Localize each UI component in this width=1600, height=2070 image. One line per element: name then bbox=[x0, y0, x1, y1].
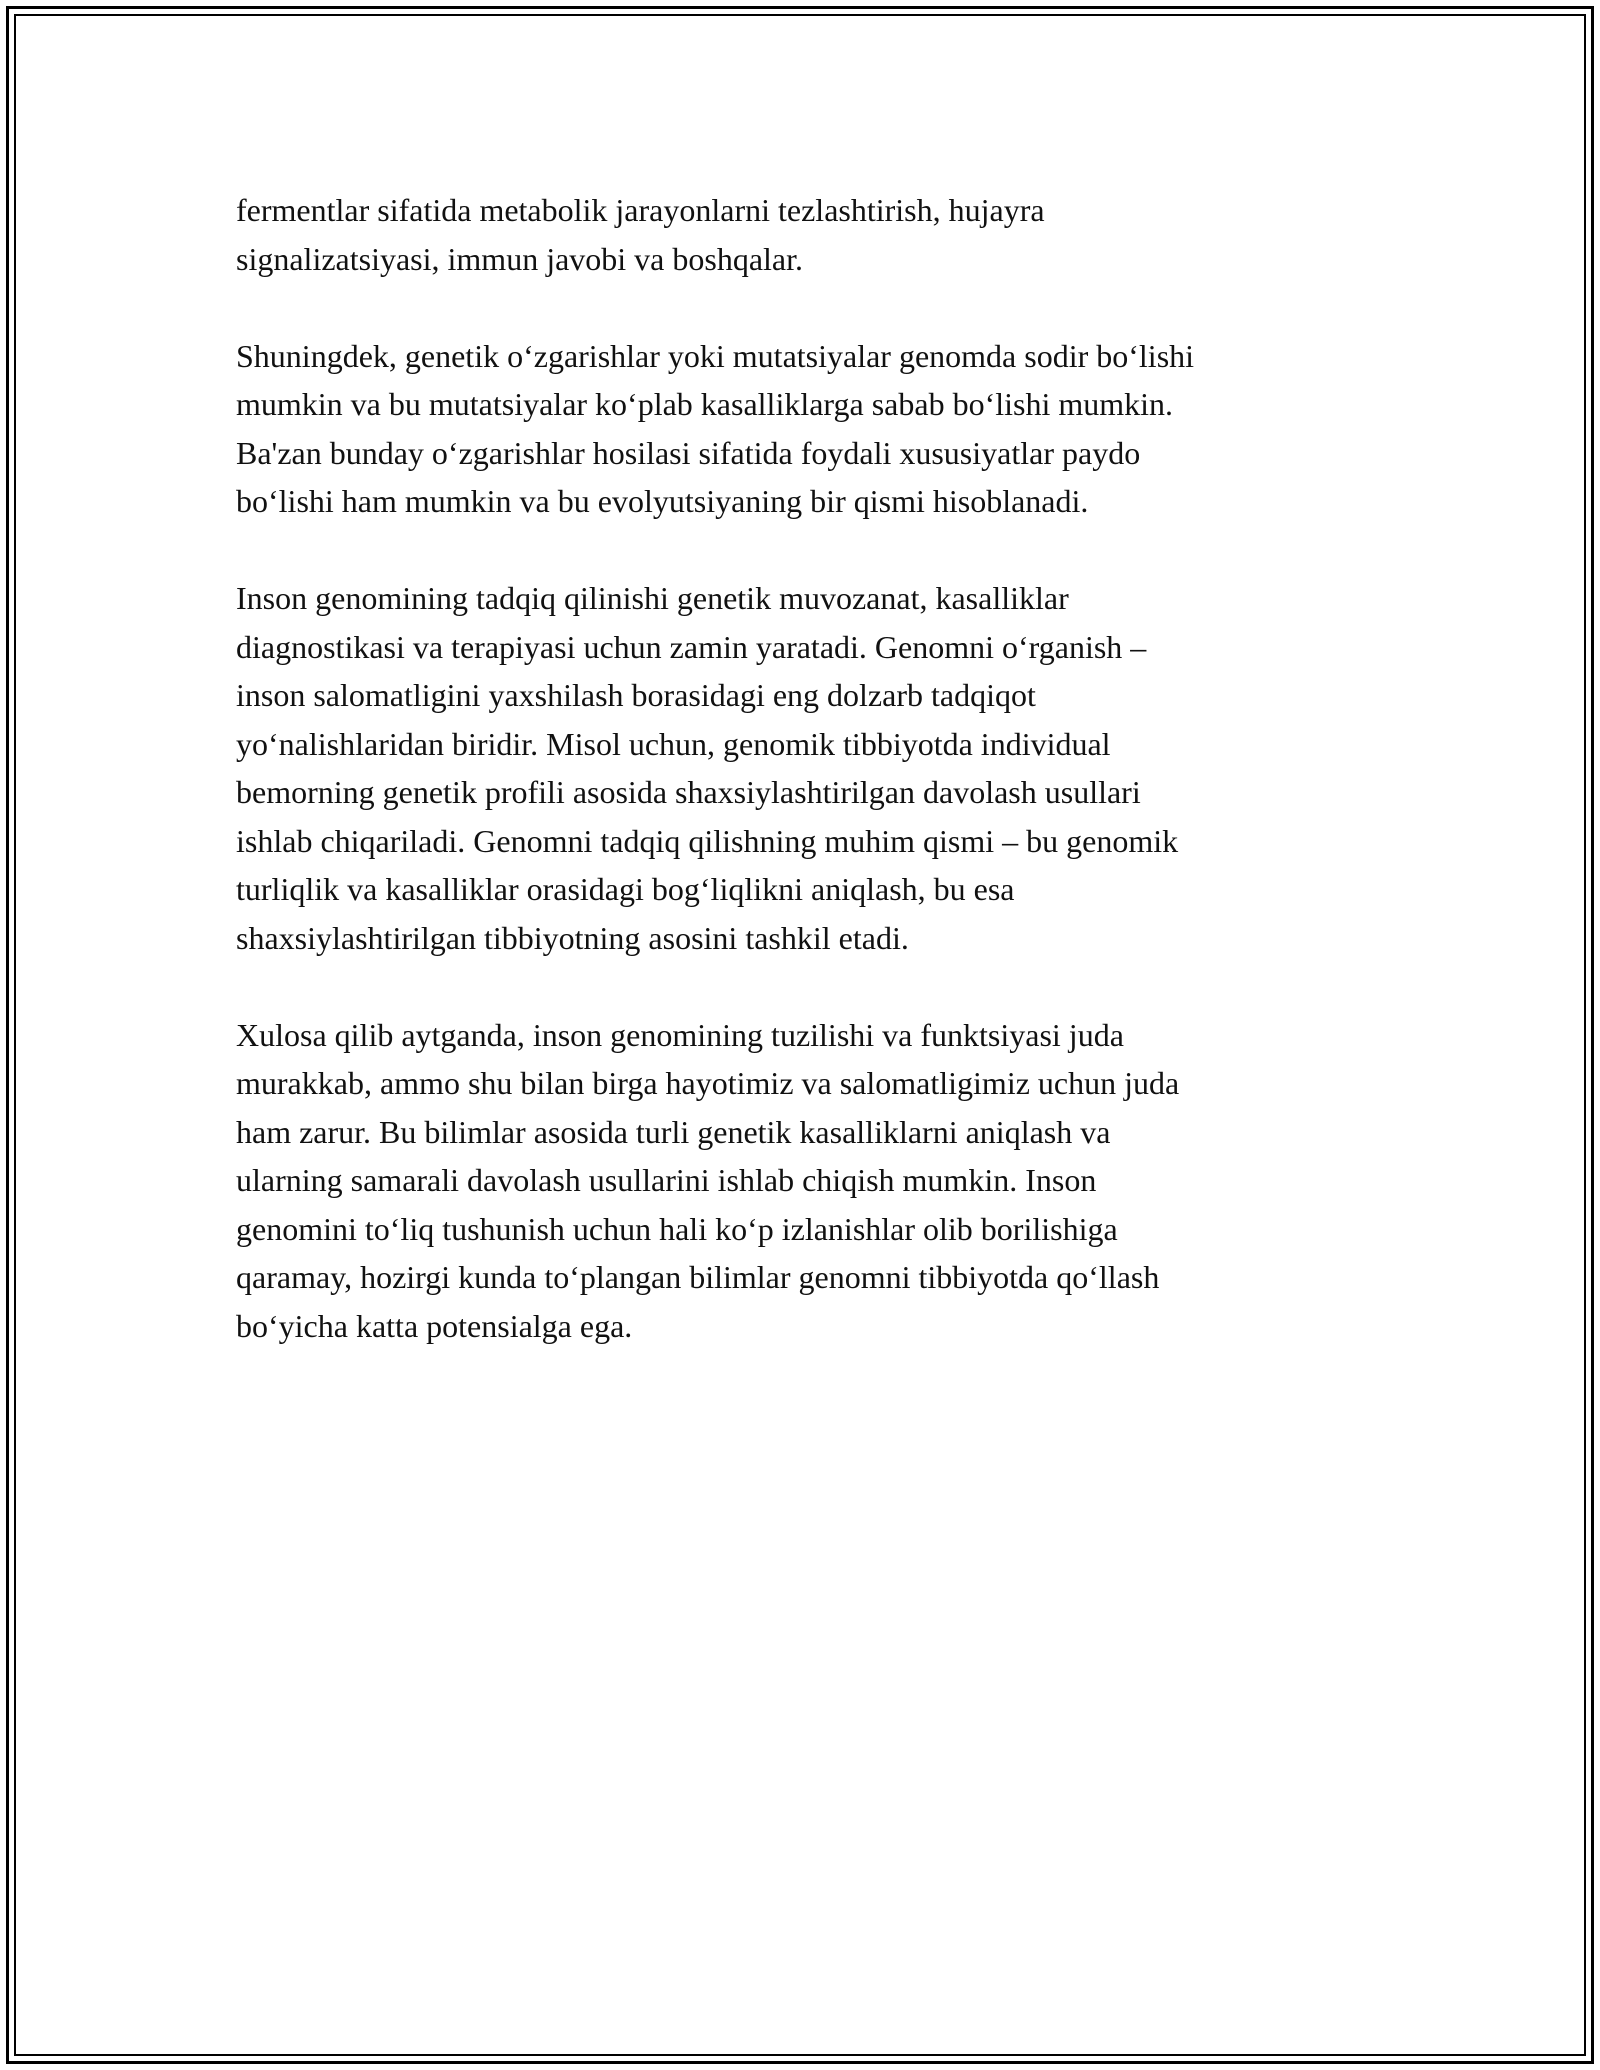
text-line: fermentlar sifatida metabolik jarayonlarni tezlashtirish, hujayra bbox=[236, 192, 1045, 228]
paragraph-1 bbox=[236, 186, 1356, 283]
text-line: mumkin va bu mutatsiyalar ko‘plab kasalliklarga sabab bo‘lishi mumkin. bbox=[236, 386, 1174, 422]
paragraph-3 bbox=[236, 574, 1356, 962]
text-line: shaxsiylashtirilgan tibbiyotning asosini tashkil etadi. bbox=[236, 919, 909, 956]
text-line: diagnostikasi va terapiyasi uchun zamin yaratadi. Genomni o‘rganish – bbox=[236, 628, 1147, 665]
text-line: ishlab chiqariladi. Genomni tadqiq qilishning muhim qismi – bu genomik bbox=[236, 822, 1179, 859]
text-line: ham zarur. Bu bilimlar asosida turli genetik kasalliklarni aniqlash va bbox=[236, 1113, 1111, 1150]
text-line: bo‘yicha katta potensialga ega. bbox=[236, 1307, 633, 1344]
text-line: qaramay, hozirgi kunda to‘plangan bilimlar genomni tibbiyotda qo‘llash bbox=[236, 1259, 1160, 1295]
paragraph-4 bbox=[236, 1011, 1356, 1351]
text-line: signalizatsiyasi, immun javobi va boshqalar. bbox=[236, 240, 804, 277]
paragraph-2 bbox=[236, 332, 1356, 526]
text-line: Xulosa qilib aytganda, inson genomining tuzilishi va funktsiyasi juda bbox=[236, 1016, 1124, 1053]
text-line: inson salomatligini yaxshilash borasidagi eng dolzarb tadqiqot bbox=[236, 677, 1036, 713]
text-line: ularning samarali davolash usullarini ishlab chiqish mumkin. Inson bbox=[236, 1162, 1097, 1198]
text-line: Shuningdek, genetik o‘zgarishlar yoki mutatsiyalar genomda sodir bo‘lishi bbox=[236, 337, 1195, 374]
text-line: yo‘nalishlaridan biridir. Misol uchun, genomik tibbiyotda individual bbox=[236, 725, 1111, 762]
text-line: Inson genomining tadqiq qilinishi genetik muvozanat, kasalliklar bbox=[236, 580, 1069, 616]
text-line: turliqlik va kasalliklar orasidagi bog‘liqlikni aniqlash, bu esa bbox=[236, 871, 1015, 907]
text-line: genomini to‘liq tushunish uchun hali ko‘p izlanishlar olib borilishiga bbox=[236, 1210, 1118, 1247]
text-line: bemorning genetik profili asosida shaxsiylashtirilgan davolash usullari bbox=[236, 774, 1141, 810]
text-line: Ba'zan bunday o‘zgarishlar hosilasi sifatida foydali xususiyatlar paydo bbox=[236, 434, 1141, 471]
document-body bbox=[236, 186, 1356, 1399]
text-line: bo‘lishi ham mumkin va bu evolyutsiyaning bir qismi hisoblanadi. bbox=[236, 483, 1089, 519]
text-line: murakkab, ammo shu bilan birga hayotimiz va salomatligimiz uchun juda bbox=[236, 1065, 1180, 1101]
